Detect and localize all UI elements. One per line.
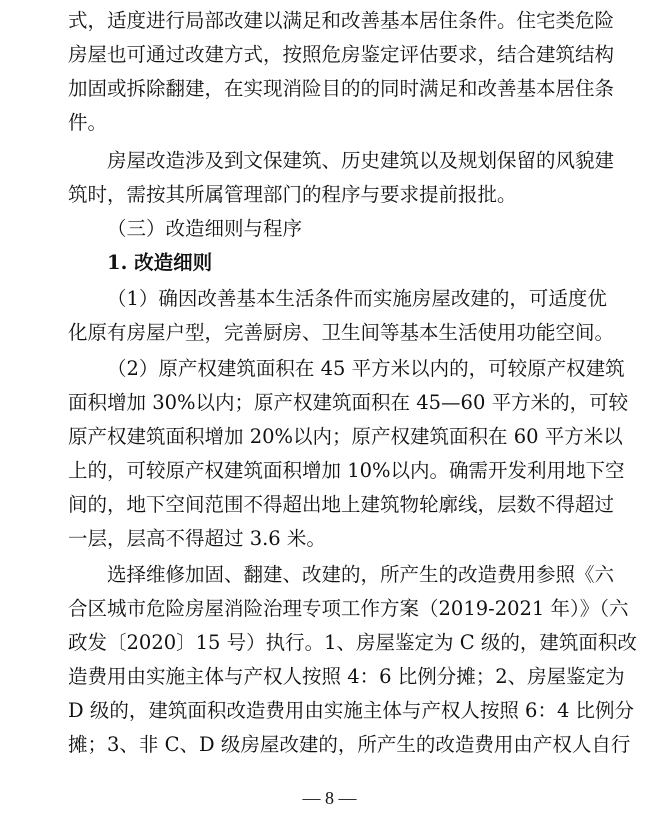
paragraph-line: （1）确因改善基本生活条件而实施房屋改建的，可适度优 bbox=[107, 287, 607, 310]
paragraph-line: 件。 bbox=[68, 111, 108, 134]
paragraph-line: 摊；3、非 C、D 级房屋改建的，所产生的改造费用由产权人自行 bbox=[68, 733, 631, 756]
subsection-heading: 1. 改造细则 bbox=[107, 251, 213, 274]
paragraph-line: 间的，地下空间范围不得超出地上建筑物轮廓线，层数不得超过 bbox=[68, 493, 615, 516]
paragraph-line: 原产权建筑面积增加 20%以内；原产权建筑面积在 60 平方米以 bbox=[68, 425, 623, 448]
paragraph-line: D 级的，建筑面积改造费用由实施主体与产权人按照 6：4 比例分 bbox=[68, 699, 635, 722]
paragraph-line: 化原有房屋户型，完善厨房、卫生间等基本生活使用功能空间。 bbox=[68, 321, 615, 344]
paragraph-line: 房屋改造涉及到文保建筑、历史建筑以及规划保留的风貌建 bbox=[107, 149, 615, 172]
page-number: — 8 — bbox=[302, 788, 357, 808]
paragraph-line: （2）原产权建筑面积在 45 平方米以内的，可较原产权建筑 bbox=[107, 357, 625, 380]
paragraph-line: 面积增加 30%以内；原产权建筑面积在 45—60 平方米的，可较 bbox=[68, 391, 629, 414]
paragraph-line: 加固或拆除翻建，在实现消险目的的同时满足和改善基本居住条 bbox=[68, 77, 615, 100]
paragraph-line: 造费用由实施主体与产权人按照 4：6 比例分摊；2、房屋鉴定为 bbox=[68, 665, 625, 688]
paragraph-line: 筑时，需按其所属管理部门的程序与要求提前报批。 bbox=[68, 183, 517, 206]
section-heading: （三）改造细则与程序 bbox=[107, 217, 303, 240]
paragraph-line: 式，适度进行局部改建以满足和改善基本居住条件。住宅类危险 bbox=[68, 9, 615, 32]
paragraph-line: 房屋也可通过改建方式，按照危房鉴定评估要求，结合建筑结构 bbox=[68, 43, 615, 66]
paragraph-line: 政发〔2020〕15 号）执行。1、房屋鉴定为 C 级的，建筑面积改 bbox=[68, 631, 637, 654]
paragraph-line: 选择维修加固、翻建、改建的，所产生的改造费用参照《六 bbox=[107, 563, 615, 586]
paragraph-line: 合区城市危险房屋消险治理专项工作方案（2019-2021 年）》（六 bbox=[68, 597, 629, 620]
paragraph-line: 上的，可较原产权建筑面积增加 10%以内。确需开发利用地下空 bbox=[68, 459, 625, 482]
paragraph-line: 一层，层高不得超过 3.6 米。 bbox=[68, 527, 326, 550]
